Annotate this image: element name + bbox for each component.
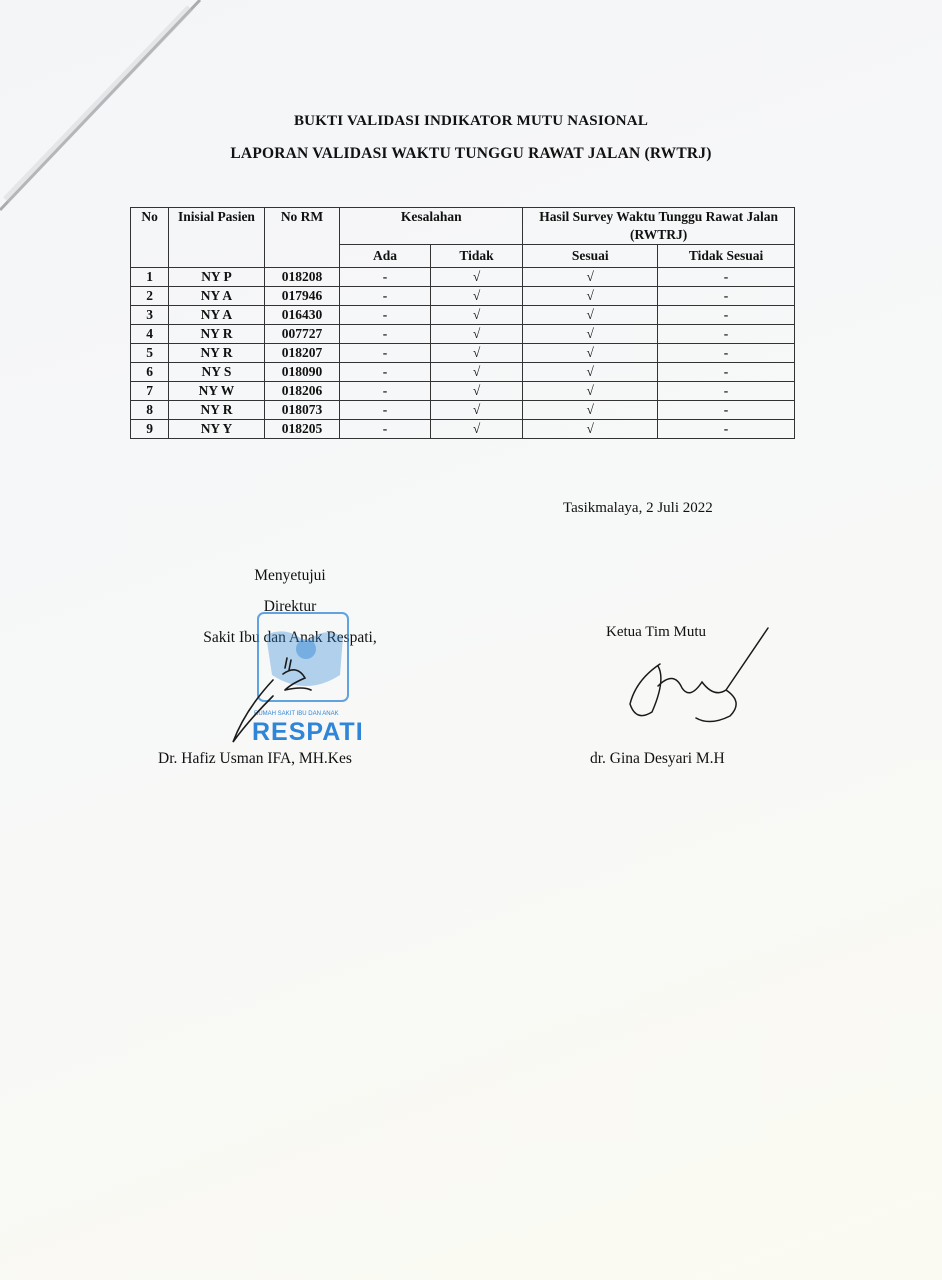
cell-tidak: √ — [430, 306, 523, 325]
cell-rm: 018090 — [264, 363, 339, 382]
table-row — [131, 268, 795, 287]
stamp-brand-text: RESPATI — [252, 718, 364, 746]
table-row — [131, 382, 795, 401]
cell-no: 3 — [131, 306, 169, 325]
cell-tidak-sesuai: - — [658, 420, 795, 439]
cell-rm: 017946 — [264, 287, 339, 306]
cell-tidak-sesuai: - — [658, 306, 795, 325]
cell-inisial: NY W — [169, 382, 265, 401]
cell-no: 1 — [131, 268, 169, 287]
cell-inisial: NY A — [169, 306, 265, 325]
cell-tidak-sesuai: - — [658, 287, 795, 306]
cell-rm: 018207 — [264, 344, 339, 363]
header-kesalahan: Kesalahan — [340, 208, 523, 245]
cell-inisial: NY A — [169, 287, 265, 306]
cell-no: 6 — [131, 363, 169, 382]
cell-inisial: NY R — [169, 344, 265, 363]
cell-tidak: √ — [430, 363, 523, 382]
cell-tidak: √ — [430, 325, 523, 344]
quality-lead-name: dr. Gina Desyari M.H — [590, 750, 725, 767]
cell-tidak-sesuai: - — [658, 401, 795, 420]
director-label: Direktur — [263, 598, 317, 615]
cell-inisial: NY P — [169, 268, 265, 287]
cell-tidak: √ — [430, 420, 523, 439]
cell-rm: 018206 — [264, 382, 339, 401]
table-row — [131, 344, 795, 363]
cell-tidak: √ — [430, 344, 523, 363]
cell-sesuai: √ — [523, 420, 658, 439]
hospital-label: Sakit Ibu dan Anak Respati, — [203, 629, 377, 646]
header-hasil-survey: Hasil Survey Waktu Tunggu Rawat Jalan (RWTRJ) — [523, 208, 795, 245]
table-row — [131, 363, 795, 382]
cell-sesuai: √ — [523, 382, 658, 401]
cell-rm: 018073 — [264, 401, 339, 420]
cell-no: 5 — [131, 344, 169, 363]
cell-ada: - — [340, 325, 431, 344]
cell-ada: - — [340, 363, 431, 382]
cell-ada: - — [340, 420, 431, 439]
approval-label: Menyetujui — [254, 567, 326, 584]
cell-ada: - — [340, 344, 431, 363]
cell-ada: - — [340, 268, 431, 287]
director-signature — [225, 650, 335, 750]
header-no: No — [131, 208, 169, 268]
quality-lead-title: Ketua Tim Mutu — [606, 624, 707, 640]
subheader-ada: Ada — [340, 245, 431, 268]
cell-tidak-sesuai: - — [658, 363, 795, 382]
cell-ada: - — [340, 287, 431, 306]
quality-lead-signature — [618, 620, 778, 735]
table-row — [131, 420, 795, 439]
table-row — [131, 287, 795, 306]
cell-rm: 018205 — [264, 420, 339, 439]
document-title: BUKTI VALIDASI INDIKATOR MUTU NASIONAL — [293, 113, 649, 129]
cell-tidak: √ — [430, 401, 523, 420]
cell-no: 7 — [131, 382, 169, 401]
cell-tidak: √ — [430, 287, 523, 306]
cell-inisial: NY R — [169, 401, 265, 420]
cell-sesuai: √ — [523, 363, 658, 382]
page-corner-fold-shadow — [0, 0, 260, 220]
cell-no: 8 — [131, 401, 169, 420]
header-no-rm: No RM — [264, 208, 339, 268]
cell-no: 2 — [131, 287, 169, 306]
director-name: Dr. Hafiz Usman IFA, MH.Kes — [158, 750, 352, 767]
cell-tidak-sesuai: - — [658, 382, 795, 401]
cell-no: 4 — [131, 325, 169, 344]
document-subtitle: LAPORAN VALIDASI WAKTU TUNGGU RAWAT JALAN (RWTRJ) — [230, 145, 712, 162]
cell-tidak-sesuai: - — [658, 325, 795, 344]
cell-inisial: NY R — [169, 325, 265, 344]
cell-sesuai: √ — [523, 268, 658, 287]
cell-sesuai: √ — [523, 287, 658, 306]
cell-rm: 016430 — [264, 306, 339, 325]
cell-tidak: √ — [430, 382, 523, 401]
table-row — [131, 325, 795, 344]
cell-rm: 018208 — [264, 268, 339, 287]
cell-ada: - — [340, 382, 431, 401]
cell-sesuai: √ — [523, 401, 658, 420]
cell-no: 9 — [131, 420, 169, 439]
cell-rm: 007727 — [264, 325, 339, 344]
validation-table — [130, 207, 795, 439]
cell-sesuai: √ — [523, 344, 658, 363]
cell-ada: - — [340, 306, 431, 325]
cell-sesuai: √ — [523, 325, 658, 344]
header-inisial-pasien: Inisial Pasien — [169, 208, 265, 268]
cell-inisial: NY S — [169, 363, 265, 382]
cell-tidak: √ — [430, 268, 523, 287]
stamp-small-text: RUMAH SAKIT IBU DAN ANAK — [254, 711, 339, 717]
cell-tidak-sesuai: - — [658, 268, 795, 287]
cell-tidak-sesuai: - — [658, 344, 795, 363]
cell-inisial: NY Y — [169, 420, 265, 439]
cell-sesuai: √ — [523, 306, 658, 325]
subheader-tidak: Tidak — [430, 245, 523, 268]
place-date: Tasikmalaya, 2 Juli 2022 — [563, 500, 713, 516]
cell-ada: - — [340, 401, 431, 420]
table-row — [131, 401, 795, 420]
subheader-sesuai: Sesuai — [523, 245, 658, 268]
subheader-tidak-sesuai: Tidak Sesuai — [658, 245, 795, 268]
table-row — [131, 306, 795, 325]
